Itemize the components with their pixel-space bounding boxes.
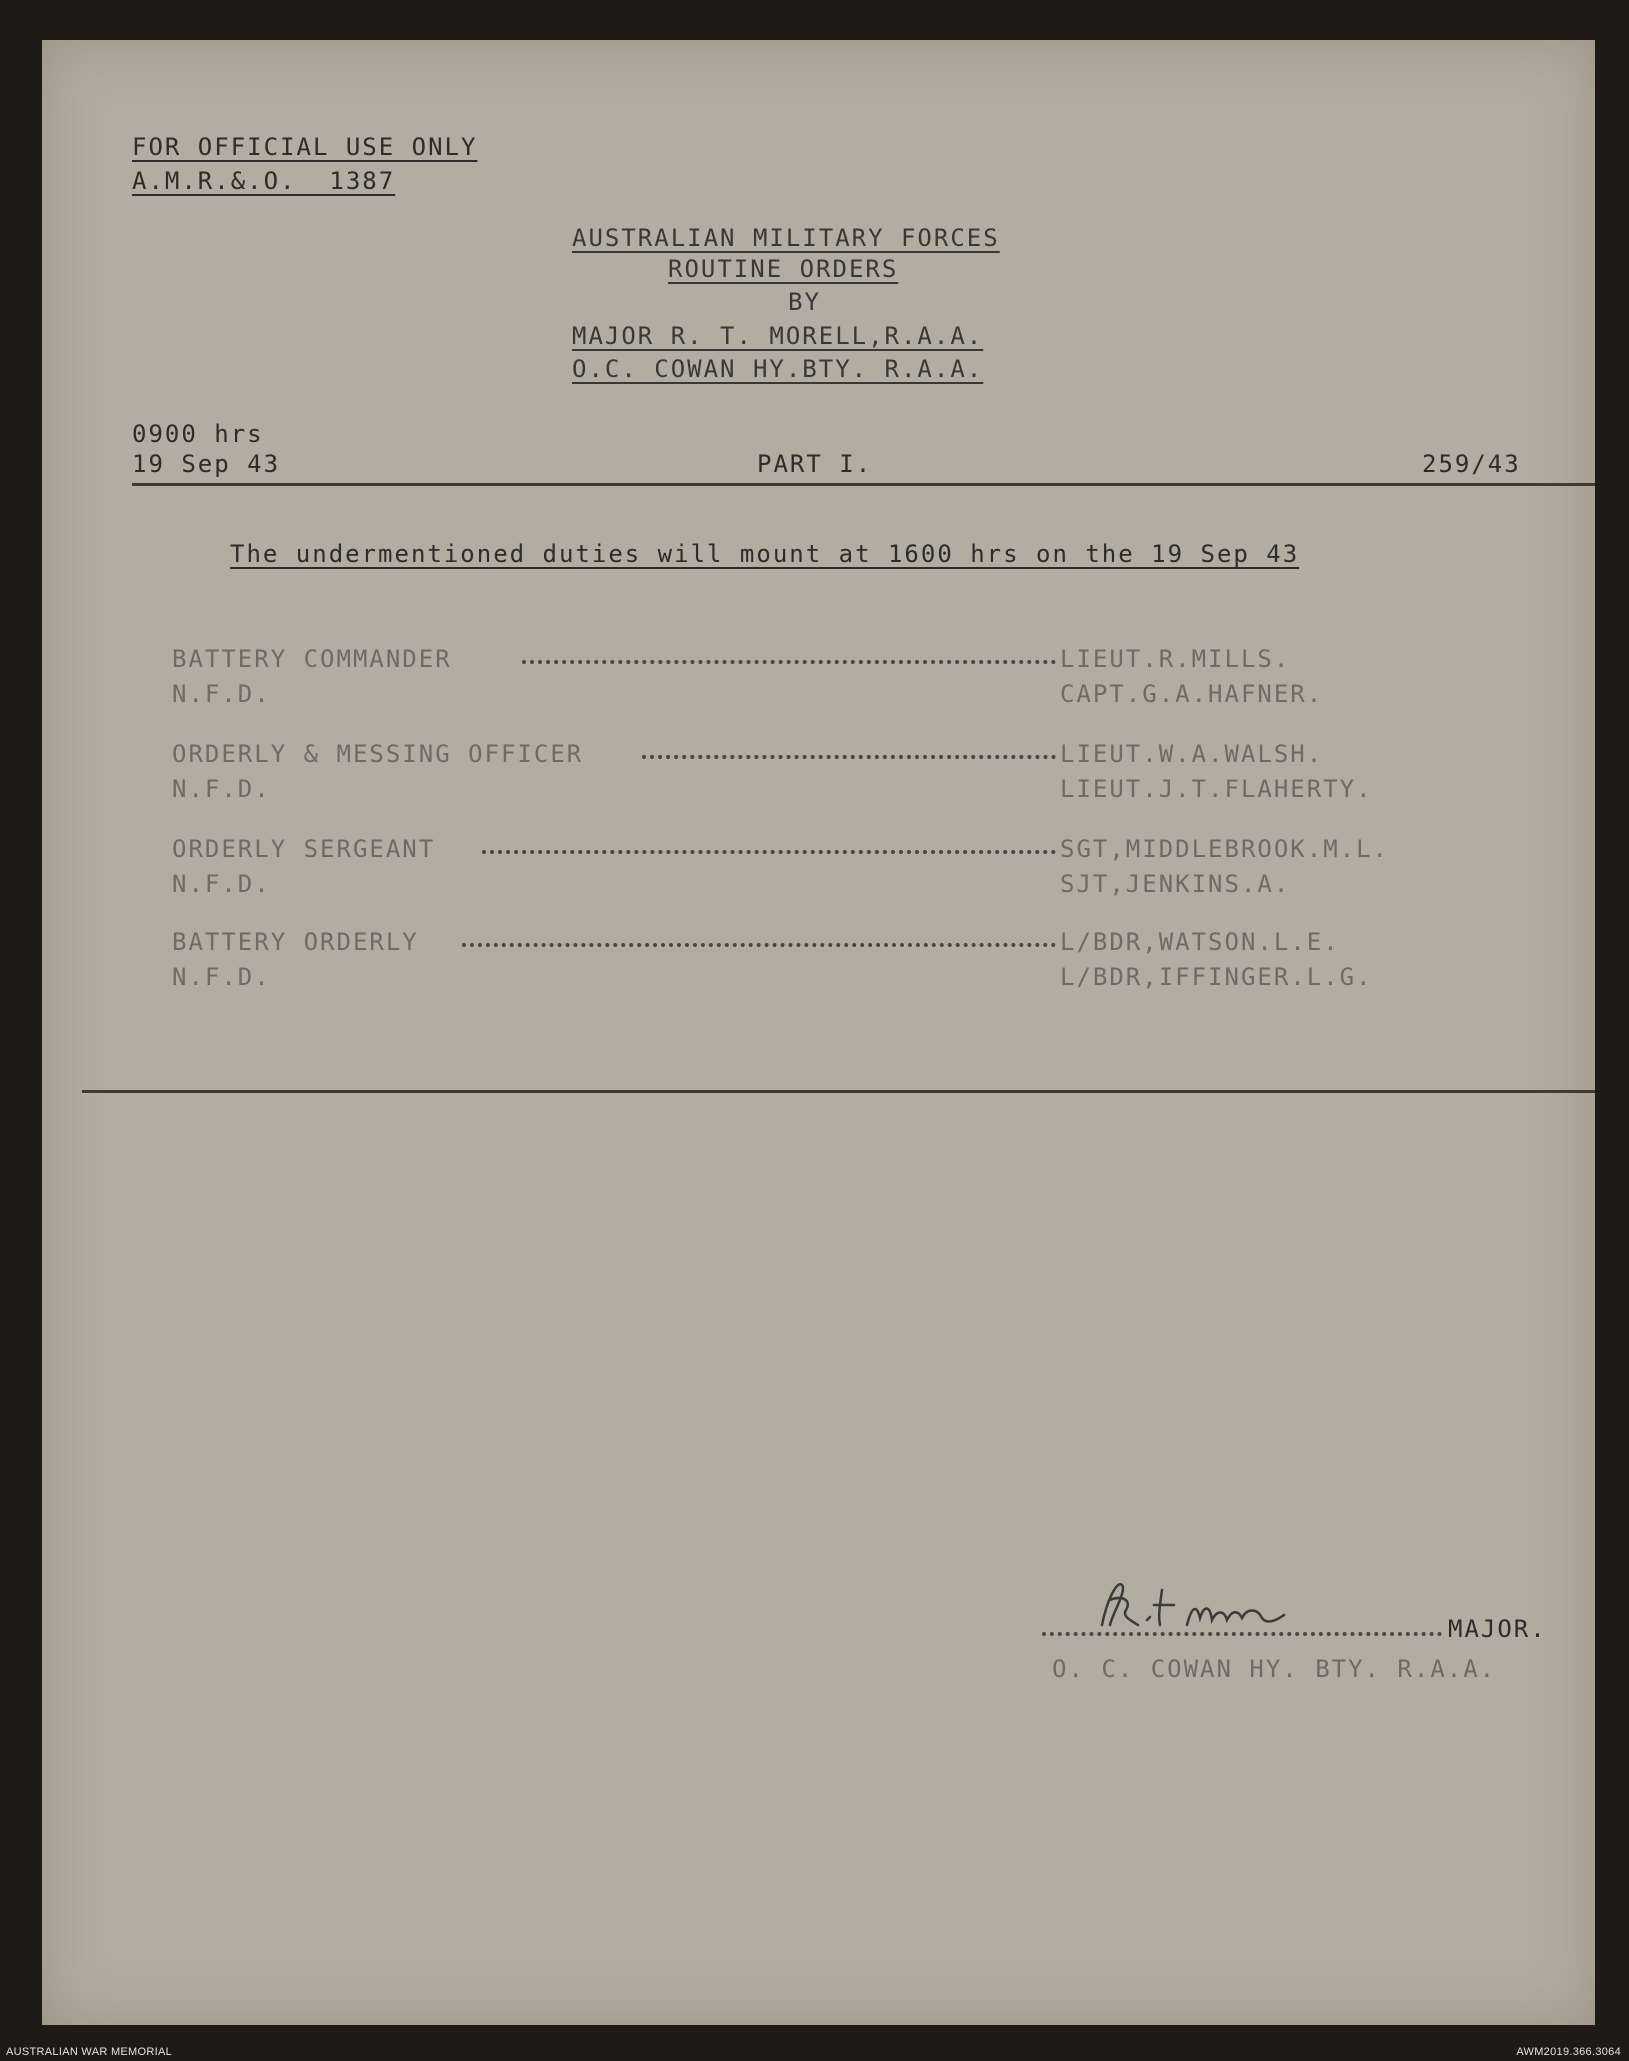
title-line-2: ROUTINE ORDERS	[668, 255, 899, 283]
duty-name-nfd: CAPT.G.A.HAFNER.	[1060, 680, 1324, 708]
signatory-unit: O. C. COWAN HY. BTY. R.A.A.	[1052, 1655, 1497, 1683]
duty-role-nfd: N.F.D.	[172, 870, 271, 898]
duty-name-nfd: LIEUT.J.T.FLAHERTY.	[1060, 775, 1373, 803]
order-date: 19 Sep 43	[132, 450, 281, 478]
duties-intro: The undermentioned duties will mount at 1600 hrs on the 19 Sep 43	[230, 540, 1300, 568]
order-number: 259/43	[1422, 450, 1521, 478]
reference-number: A.M.R.&.O. 1387	[132, 167, 396, 195]
title-line-4: MAJOR R. T. MORELL,R.A.A.	[572, 322, 984, 350]
duty-name: L/BDR,WATSON.L.E.	[1060, 928, 1340, 956]
title-line-1: AUSTRALIAN MILITARY FORCES	[572, 224, 1000, 252]
section-divider	[82, 1090, 1595, 1093]
duty-name-nfd: SJT,JENKINS.A.	[1060, 870, 1291, 898]
duty-name: LIEUT.R.MILLS.	[1060, 645, 1291, 673]
title-line-5: O.C. COWAN HY.BTY. R.A.A.	[572, 355, 984, 383]
duty-role: BATTERY COMMANDER	[172, 645, 452, 673]
duty-role: ORDERLY & MESSING OFFICER	[172, 740, 584, 768]
order-part: PART I.	[757, 450, 873, 478]
duty-role: BATTERY ORDERLY	[172, 928, 419, 956]
classification-label: FOR OFFICIAL USE ONLY	[132, 133, 478, 161]
document-page	[42, 40, 1595, 2025]
signatory-rank: MAJOR.	[1448, 1615, 1547, 1643]
duty-name: SGT,MIDDLEBROOK.M.L.	[1060, 835, 1389, 863]
duty-name-nfd: L/BDR,IFFINGER.L.G.	[1060, 963, 1373, 991]
duty-role-nfd: N.F.D.	[172, 963, 271, 991]
header-divider	[132, 483, 1595, 486]
duty-role: ORDERLY SERGEANT	[172, 835, 436, 863]
title-line-3: BY	[788, 288, 821, 316]
leader-dots	[642, 755, 1056, 759]
leader-dots	[522, 660, 1056, 664]
archive-footer-right: AWM2019.366.3064	[1516, 2046, 1621, 2058]
duty-role-nfd: N.F.D.	[172, 680, 271, 708]
leader-dots	[462, 943, 1056, 947]
duty-role-nfd: N.F.D.	[172, 775, 271, 803]
signature-line	[1042, 1632, 1442, 1636]
handwritten-signature	[1092, 1570, 1292, 1640]
duty-name: LIEUT.W.A.WALSH.	[1060, 740, 1324, 768]
leader-dots	[482, 850, 1056, 854]
order-time: 0900 hrs	[132, 420, 264, 448]
archive-footer-left: AUSTRALIAN WAR MEMORIAL	[6, 2046, 173, 2058]
